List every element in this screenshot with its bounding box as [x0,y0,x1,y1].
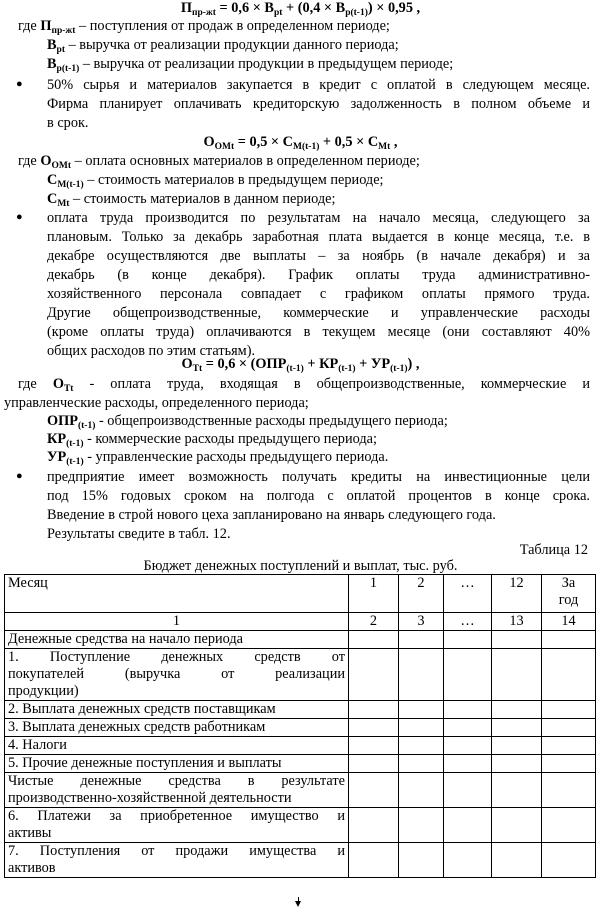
bullet3-line: Результаты сведите в табл. 12. [47,526,231,542]
header-col: 12 [492,575,542,613]
column-number: 2 [349,613,399,631]
header-col: … [444,575,492,613]
header-col: 1 [349,575,399,613]
bullet-icon: ● [16,470,23,482]
bullet1-line: Фирма планирует оплачивать кредиторскую задолженность в полном объеме и [47,96,590,112]
bullet3-line: предприятие имеет возможность получать кредиты на инвестиционные цели [47,469,590,485]
bullet2-line: Другие общепроизводственные, коммерческие и управленческие расходы [47,305,590,321]
budget-table [4,574,596,878]
def-materials-current: $С_{Mt}$ – стоимость материалов в данном периоде; [47,191,336,209]
bullet2-line: (кроме оплаты труда) оплачиваются в текущем месяце (они составляют 40% [47,324,590,340]
where-sales-receipts: где $П_{пр-жt}$ – поступления от продаж в определенном периоде; [18,18,390,36]
bullet1-line: 50% сырья и материалов закупается в кредит с оплатой в следующем месяце. [47,77,590,93]
table-row [5,649,596,701]
column-number: … [444,613,492,631]
table-row [5,755,596,773]
column-number: 14 [542,613,596,631]
row-label: 7. Поступления от продажи имущества и активов [5,843,349,878]
table-number-label: Таблица 12 [519,542,588,558]
formula-materials-payment: $О_{OMt} = 0,5 \times С_{M(t-1)} + 0,5 \times С_{Mt}$ , [203,134,398,152]
def-revenue-previous: $В_{p(t-1)}$ – выручка от реализации продукции в предыдущем периоде; [47,56,454,74]
column-number: 1 [5,613,349,631]
bullet2-line: хозяйственного персонала совпадает с графиком оплаты прямого труда. [47,286,590,302]
table-row [5,808,596,843]
def-revenue-current: $В_{pt}$ – выручка от реализации продукции данного периода; [47,37,399,55]
row-label: 1. Поступление денежных средств от покупателей (выручка от реализации продукции) [5,649,349,701]
header-month: Месяц [5,575,349,613]
formula-sales-receipts: $П_{пр-жt} = 0,6 \times В_{pt} + (0,4 \times В_{p(t-1)}) \times 0,95$ , [180,0,421,18]
header-col: 2 [399,575,444,613]
table-row [5,701,596,719]
bullet-icon: ● [16,211,23,223]
table-title: Бюджет денежных поступлений и выплат, тыс. руб. [143,558,458,574]
where-labor-payment-cont: управленческие расходы, определенного периода; [4,395,309,411]
table-row [5,773,596,808]
def-production-overhead: $ОПР_{(t-1)}$ - общепроизводственные расходы предыдущего периода; [47,413,448,431]
table-row [5,719,596,737]
row-label: Денежные средства на начало периода [5,631,349,649]
def-commercial-expenses: $КР_{(t-1)}$ - коммерческие расходы предыдущего периода; [47,431,377,449]
def-admin-expenses: $УР_{(t-1)}$ - управленческие расходы предыдущего периода. [47,449,389,467]
bullet-icon: ● [16,78,23,90]
bullet2-line: оплата труда производится по результатам на начало месяца, следующего за [47,210,590,226]
bullet2-line: плановым. Только за декабрь заработная плата выдается в конце месяца, т.е. в [47,229,590,245]
bullet3-line: под 15% годовых сроком на полгода с оплатой процентов в конце срока. [47,488,590,504]
header-year: За год [542,575,596,613]
row-label: 2. Выплата денежных средств поставщикам [5,701,349,719]
row-label: 6. Платежи за приобретенное имущество и активы [5,808,349,843]
bullet2-line: декабре осуществляются две выплаты – за ноябрь (в начале декабря) и за [47,248,590,264]
row-label: 5. Прочие денежные поступления и выплаты [5,755,349,773]
formula-labor-payment: $О_{Tt} = 0,6 \times (ОПР_{(t-1)} + КР_{(t-1)} + УР_{(t-1)})$ , [181,356,420,374]
down-arrow-icon [295,901,301,907]
table-row [5,631,596,649]
def-materials-previous: $С_{M(t-1)}$ – стоимость материалов в предыдущем периоде; [47,172,384,190]
column-number: 13 [492,613,542,631]
bullet1-line: в срок. [47,115,89,131]
bullet2-line: общих расходов по этим статьям). [47,343,256,359]
row-label: Чистые денежные средства в результате производственно-хозяйственной деятельности [5,773,349,808]
table-row [5,843,596,878]
table-header-row [5,575,596,613]
table-row [5,737,596,755]
where-labor-payment: где $О_{Tt}$ - оплата труда, входящая в общепроизводственные, коммерческие и [18,376,590,394]
row-label: 3. Выплата денежных средств работникам [5,719,349,737]
column-number: 3 [399,613,444,631]
bullet2-line: декабрь (в конце декабря). График оплаты труда административно- [47,267,590,283]
bullet3-line: Введение в строй нового цеха запланировано на январь следующего года. [47,507,496,523]
row-label: 4. Налоги [5,737,349,755]
column-number-row [5,613,596,631]
where-materials-payment: где $О_{OMt}$ – оплата основных материалов в определенном периоде; [18,153,420,171]
